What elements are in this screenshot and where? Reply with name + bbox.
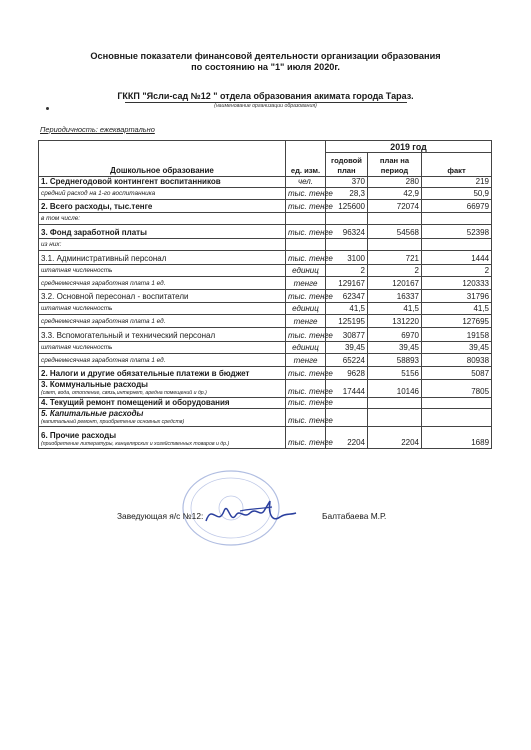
row-value-fact <box>422 213 492 225</box>
row-unit: тыс. тенге <box>286 398 326 409</box>
header-period-plan: план на период <box>368 153 422 177</box>
row-value-fact: 41,5 <box>422 303 492 315</box>
row-label <box>39 342 286 354</box>
table-row <box>39 177 492 188</box>
row-value-fact: 31796 <box>422 290 492 303</box>
row-value-period: 58893 <box>368 354 422 367</box>
signatory-role: Заведующая я/с №12: <box>117 511 204 521</box>
row-value-period: 16337 <box>368 290 422 303</box>
row-unit: тыс. тенге <box>286 367 326 380</box>
row-value-period: 131220 <box>368 315 422 328</box>
header-unit: ед. изм. <box>286 141 326 177</box>
row-label <box>39 427 286 449</box>
row-value-plan: 30877 <box>326 328 368 342</box>
table-row <box>39 251 492 265</box>
row-label-text: среднемесячная заработная плата 1 ед. <box>41 318 166 325</box>
row-unit: тенге <box>286 354 326 367</box>
row-label <box>39 398 286 409</box>
table-row <box>39 277 492 290</box>
document-title-line2: по состоянию на "1" июля 2020г. <box>191 62 340 72</box>
row-value-plan: 3100 <box>326 251 368 265</box>
row-value-fact: 120333 <box>422 277 492 290</box>
row-value-plan <box>326 213 368 225</box>
row-label-text: 4. Текущий ремонт помещений и оборудования <box>41 398 230 407</box>
row-value-fact: 52398 <box>422 225 492 239</box>
header-year: 2019 год <box>326 141 492 153</box>
row-label-text: среднемесячная заработная плата 1 ед. <box>41 357 166 364</box>
row-value-fact: 7805 <box>422 380 492 398</box>
row-value-fact: 2 <box>422 265 492 277</box>
row-value-plan: 125195 <box>326 315 368 328</box>
table-row <box>39 265 492 277</box>
row-label-text: 2. Налоги и другие обязательные платежи в бюджет <box>41 369 250 378</box>
row-value-fact: 219 <box>422 177 492 188</box>
table-row <box>39 398 492 409</box>
organization-caption: (наименование организации образования) <box>214 103 317 109</box>
row-label-text: 2. Всего расходы, тыс.тенге <box>41 202 153 211</box>
row-value-period: 10146 <box>368 380 422 398</box>
row-value-fact: 50,9 <box>422 188 492 200</box>
row-value-plan: 39,45 <box>326 342 368 354</box>
row-label <box>39 380 286 398</box>
row-value-plan: 2 <box>326 265 368 277</box>
row-label-text: 1. Среднегодовой контингент воспитанников <box>41 177 221 186</box>
ink-dot <box>46 107 49 110</box>
periodicity-label: Периодичность: ежеквартально <box>40 125 155 134</box>
row-label-text: из них: <box>41 241 62 248</box>
row-value-plan <box>326 239 368 251</box>
row-value-fact: 66979 <box>422 200 492 213</box>
row-value-period: 39,45 <box>368 342 422 354</box>
row-unit: чел. <box>286 177 326 188</box>
row-value-period <box>368 239 422 251</box>
row-label-text: 5. Капитальные расходы <box>41 409 144 418</box>
row-value-plan: 28,3 <box>326 188 368 200</box>
row-unit: тыс. тенге <box>286 409 326 427</box>
row-value-period: 42,9 <box>368 188 422 200</box>
row-label-note: (капитальный ремонт, приобретение основных средств) <box>41 419 185 425</box>
table-row <box>39 380 492 398</box>
row-label-text: 3.1. Административный персонал <box>41 254 167 263</box>
row-label-text: 3.3. Вспомогательный и технический персонал <box>41 331 216 340</box>
row-value-plan: 125600 <box>326 200 368 213</box>
row-unit: тыс. тенге <box>286 380 326 398</box>
row-value-plan: 17444 <box>326 380 368 398</box>
row-value-plan: 41,5 <box>326 303 368 315</box>
row-unit: тыс. тенге <box>286 328 326 342</box>
table-row <box>39 200 492 213</box>
header-annual-plan: годовой план <box>326 153 368 177</box>
organization-name: ГККП "Ясли-сад №12 " отдела образования акимата города Тараз. <box>117 91 414 101</box>
row-label <box>39 277 286 290</box>
row-unit: тенге <box>286 315 326 328</box>
row-value-period <box>368 213 422 225</box>
row-label <box>39 409 286 427</box>
row-label-text: 3. Коммунальные расходы <box>41 380 148 389</box>
row-value-period: 280 <box>368 177 422 188</box>
row-label-text: 3. Фонд заработной платы <box>41 228 147 237</box>
table-row <box>39 239 492 251</box>
row-label <box>39 290 286 303</box>
row-value-fact: 5087 <box>422 367 492 380</box>
row-value-period: 5156 <box>368 367 422 380</box>
table-row <box>39 188 492 200</box>
row-value-period: 6970 <box>368 328 422 342</box>
row-label <box>39 177 286 188</box>
table-row <box>39 409 492 427</box>
row-unit: тыс. тенге <box>286 200 326 213</box>
row-label <box>39 251 286 265</box>
row-label <box>39 239 286 251</box>
row-label <box>39 225 286 239</box>
row-label-text: среднемесячная заработная плата 1 ед. <box>41 280 166 287</box>
row-unit <box>286 239 326 251</box>
row-value-period: 72074 <box>368 200 422 213</box>
financial-indicators-table <box>38 140 492 449</box>
table-row <box>39 225 492 239</box>
signatory-name: Балтабаева М.Р. <box>322 511 387 521</box>
table-row <box>39 213 492 225</box>
row-unit: тыс. тенге <box>286 251 326 265</box>
row-label <box>39 367 286 380</box>
row-value-fact: 127695 <box>422 315 492 328</box>
row-value-fact: 39,45 <box>422 342 492 354</box>
table-row <box>39 303 492 315</box>
row-value-fact <box>422 398 492 409</box>
row-value-period: 41,5 <box>368 303 422 315</box>
row-label-text: 6. Прочие расходы <box>41 431 117 440</box>
document-title-line1: Основные показатели финансовой деятельности организации образования <box>90 51 441 61</box>
handwritten-signature-icon <box>200 497 300 537</box>
table-row <box>39 427 492 449</box>
header-preschool-education: Дошкольное образование <box>39 141 286 177</box>
table-row <box>39 342 492 354</box>
table-row <box>39 367 492 380</box>
table-row <box>39 290 492 303</box>
row-value-period <box>368 398 422 409</box>
row-value-period: 2 <box>368 265 422 277</box>
row-label-text: штатная численность <box>41 344 113 351</box>
row-label <box>39 213 286 225</box>
row-value-fact: 1444 <box>422 251 492 265</box>
row-label-text: штатная численность <box>41 267 113 274</box>
row-value-period: 54568 <box>368 225 422 239</box>
row-label <box>39 354 286 367</box>
row-value-plan: 96324 <box>326 225 368 239</box>
row-label-text: 3.2. Основной пересонал - воспитатели <box>41 292 189 301</box>
header-fact: факт <box>422 153 492 177</box>
row-value-fact: 19158 <box>422 328 492 342</box>
row-value-period: 120167 <box>368 277 422 290</box>
row-label-text: штатная численность <box>41 305 113 312</box>
row-value-plan: 62347 <box>326 290 368 303</box>
table-row <box>39 354 492 367</box>
row-label <box>39 188 286 200</box>
row-label <box>39 328 286 342</box>
row-label <box>39 200 286 213</box>
row-value-plan: 129167 <box>326 277 368 290</box>
row-label <box>39 265 286 277</box>
row-value-period: 2204 <box>368 427 422 449</box>
row-label-text: в том числе: <box>41 215 81 222</box>
table-row <box>39 315 492 328</box>
row-value-fact <box>422 409 492 427</box>
row-unit <box>286 213 326 225</box>
row-value-fact: 1689 <box>422 427 492 449</box>
row-value-plan: 9628 <box>326 367 368 380</box>
row-value-plan: 65224 <box>326 354 368 367</box>
row-value-fact <box>422 239 492 251</box>
row-unit: единиц <box>286 265 326 277</box>
row-unit: тенге <box>286 277 326 290</box>
row-label-text: средний расход на 1-го воспитанника <box>41 190 156 197</box>
row-label <box>39 315 286 328</box>
row-value-plan: 370 <box>326 177 368 188</box>
row-unit: тыс. тенге <box>286 225 326 239</box>
row-value-period <box>368 409 422 427</box>
row-unit: единиц <box>286 303 326 315</box>
row-value-fact: 80938 <box>422 354 492 367</box>
row-value-plan: 2204 <box>326 427 368 449</box>
row-unit: тыс. тенге <box>286 188 326 200</box>
row-label-note: (приобретение литературы, канцелярских и хозяйственных товаров и др.) <box>41 441 230 447</box>
table-row <box>39 328 492 342</box>
row-unit: тыс. тенге <box>286 427 326 449</box>
row-label-note: (свет, вода, отопление, связь,интернет, аредна помещений и др.) <box>41 390 207 396</box>
row-unit: единиц <box>286 342 326 354</box>
row-value-period: 721 <box>368 251 422 265</box>
row-unit: тыс. тенге <box>286 290 326 303</box>
row-label <box>39 303 286 315</box>
